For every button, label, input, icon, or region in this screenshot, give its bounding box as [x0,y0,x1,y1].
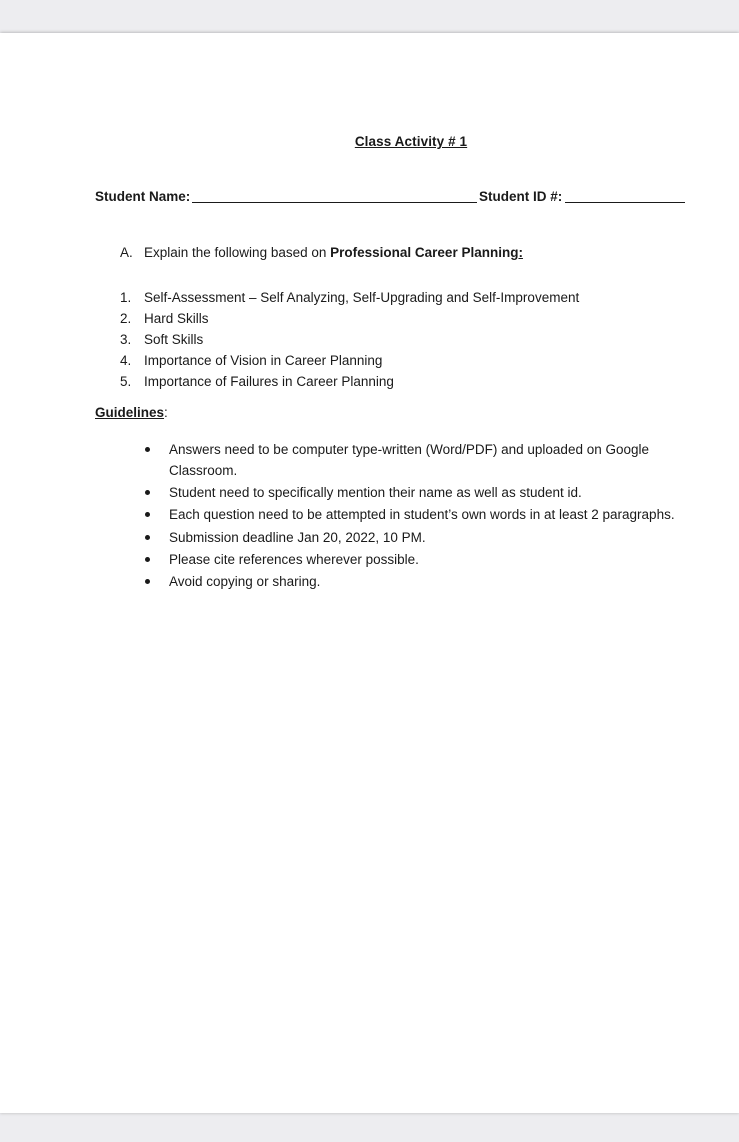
bullet-icon [145,535,150,540]
guideline-text: Submission deadline Jan 20, 2022, 10 PM. [169,529,426,545]
bullet-icon [145,490,150,495]
question-number: 1. [120,290,132,305]
student-id-label: Student ID #: [479,189,563,204]
guidelines-heading [95,405,168,420]
guideline-item [144,439,704,481]
question-item [120,329,579,350]
question-text: Importance of Failures in Career Planning [144,374,394,389]
question-list [120,287,579,392]
question-item [120,371,579,392]
bullet-icon [145,512,150,517]
question-text: Soft Skills [144,332,204,347]
document-title: Class Activity # 1 [354,134,468,149]
question-number: 3. [120,332,132,347]
question-number: 5. [120,374,132,389]
guideline-text: Please cite references wherever possible. [169,551,419,567]
guideline-item [144,549,704,570]
bullet-icon [145,557,150,562]
document-page [0,33,739,1113]
question-text: Hard Skills [144,311,209,326]
section-intro: Explain the following based on [144,245,331,260]
question-text: Importance of Vision in Career Planning [144,353,383,368]
question-number: 4. [120,353,132,368]
question-item [120,308,579,329]
section-topic [330,245,523,260]
student-info-line [95,189,685,209]
guidelines-heading-colon: : [164,405,168,420]
question-number: 2. [120,311,132,326]
section-letter: A. [120,245,133,260]
section-a-heading [120,245,523,260]
guideline-text: Each question need to be attempted in student’s own words in at least 2 paragraphs. [169,507,675,523]
question-item [120,350,579,371]
guidelines-list [144,439,704,593]
bullet-icon [145,579,150,584]
section-topic-suffix: : [518,245,523,260]
bullet-icon [145,447,150,452]
student-id-blank [565,202,685,203]
guideline-text: Student need to specifically mention their name as well as student id. [169,485,582,501]
question-item [120,287,579,308]
student-name-label: Student Name: [95,189,191,204]
section-topic-text: Professional Career Planning [330,245,519,260]
guidelines-heading-text: Guidelines [95,405,165,420]
guideline-text: Avoid copying or sharing. [169,573,321,589]
guideline-text: Answers need to be computer type-written (Word/PDF) and uploaded on Google Classroom. [169,442,650,478]
student-name-blank [192,202,477,203]
guideline-item [144,571,704,592]
question-text: Self-Assessment – Self Analyzing, Self-Upgrading and Self-Improvement [144,290,580,305]
guideline-item [144,504,704,525]
guideline-item [144,527,704,548]
guideline-item [144,482,704,503]
